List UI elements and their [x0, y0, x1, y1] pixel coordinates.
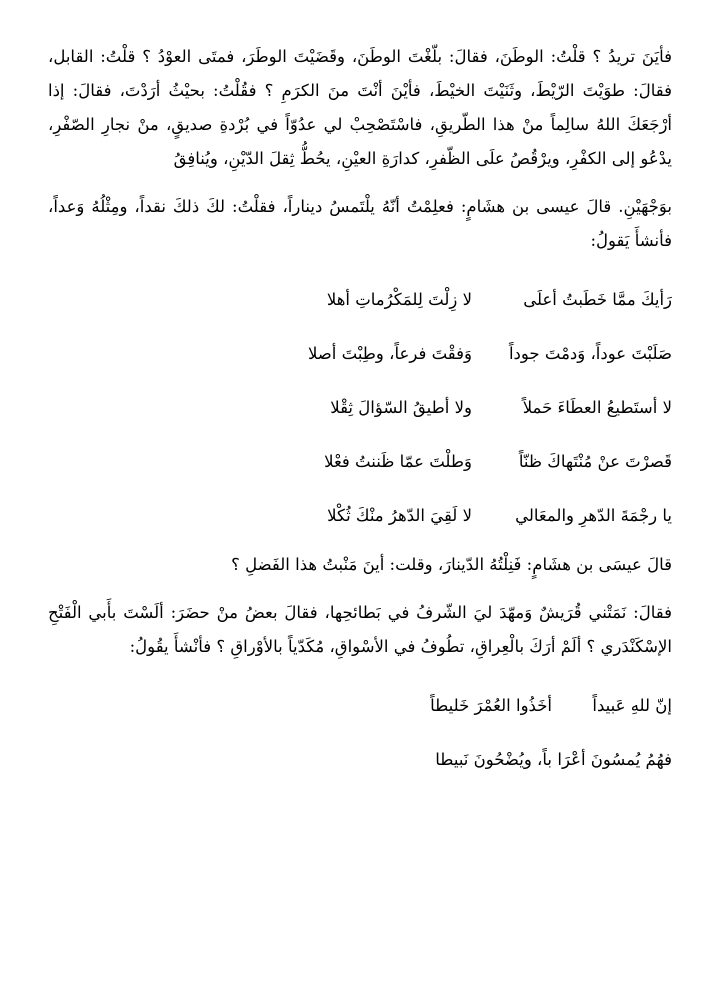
verse-line — [48, 326, 672, 380]
verse-second-hemistich: باً، ويُضْحُونَ نَبيطا — [435, 749, 552, 769]
verse-first-hemistich: إنّ للهِ عَبيداً — [592, 695, 672, 715]
verse-first-hemistich: صَلَبْتَ عوداً، وَدمْتَ جوداً — [508, 343, 672, 363]
paragraph-2: بوَجْهَيْنِ. قالَ عيسى بن هشَامٍ: فعلِمْتُ أنّهُ يلْتَمسُ ديناراً، فقلْتُ: لكَ ذلكَ نقداً، ومِثْلُهُ وَعداً، فأنشأَ يَقولُ: — [48, 197, 672, 250]
verse-line — [48, 434, 672, 488]
verse-first-hemistich: لا أستَطيعُ العطَاءَ حَملاً — [522, 397, 672, 417]
verse-second-hemistich: ولا أطيقُ السّؤالَ ثِقْلا — [330, 397, 472, 417]
verse-second-hemistich: وَفقْتَ فرعاً، وطِبْتَ أصلا — [307, 343, 472, 363]
verse-second-hemistich: أخَذُوا العُمْرَ خَليطاً — [430, 695, 552, 715]
verse-first-hemistich: يا رجْمَةَ الدّهرِ والمعَالي — [515, 505, 672, 525]
verse-line — [48, 272, 672, 326]
closing-poem — [48, 678, 672, 786]
verse-line — [48, 678, 672, 732]
verse-line — [48, 732, 672, 786]
verse-second-hemistich: وَطلْتَ عمّا ظَننتُ فعْلا — [324, 451, 472, 471]
verse-line — [48, 488, 672, 542]
verse-second-hemistich: لا لَقِيَ الدّهرُ منْكَ ثُكْلا — [327, 505, 472, 525]
verse-first-hemistich: قَصرْتَ عنْ مُنْتَهاكَ ظنّاً — [518, 451, 672, 471]
verse-second-hemistich: لا زِلْتَ لِلمَكْرُماتِ أهلا — [326, 289, 472, 309]
paragraph-1: فأيَنَ تريدُ ؟ قلْتُ: الوطَنَ، فقالَ: بلّغْتَ الوطَنَ، وقَضَيْتَ الوطَرَ، فمتَى العوْدُ ؟ قلْتُ: القابل، فقالَ: طوَيْتَ الرّيْطَ، وثَنَيْتَ الخيْطَ، فأيْنَ أنْتَ منَ الكرَمِ ؟ فقُلْتُ: بحيْثُ أرَدْتَ، فقالَ: إذا أرْجَعَكَ اللهُ سالِماً منْ هذا الطّريقِ، فاسْتَصْحِبْ لي عدُوّاً في بُرْدةِ صديقٍ، منْ نجارِ الصّفْرِ، يدْعُو إلى الكفْرِ، ويرْقُصُ علَى الظّفرِ، كدارَةِ العيْنِ، يحُطُّ ثِقلَ الدّيْنِ، ويُنافِقُ — [48, 47, 672, 168]
verse-first-hemistich: رَأيكَ ممَّا خَطَبتُ أعلَى — [523, 289, 672, 309]
poem — [48, 272, 672, 542]
narration-paragraph: قالَ عيسَى بن هشَامٍ: فَنِلْتُهُ الدّينارَ، وقلت: أينَ مَنْبتُ هذا الفَضلِ ؟ — [231, 555, 672, 574]
verse-line — [48, 380, 672, 434]
verse-first-hemistich: فهُمُ يُمسُونَ أعْرَا — [557, 749, 672, 769]
reply-paragraph: فقالَ: نَمَتْني قُرَيشٌ وَمهّدَ ليَ الشّرفُ في بَطائحِها، فقالَ بعضُ منْ حضَرَ: ألَسْتَ بأَبي الْفَتْحِ الإسْكَنْدَري ؟ ألَمْ أرَكَ بالْعِراقِ، تطُوفُ في الأسْواقِ، مُكَدّياً بالأوْراقِ ؟ فأنْشأَ يقُولُ: — [48, 603, 672, 656]
